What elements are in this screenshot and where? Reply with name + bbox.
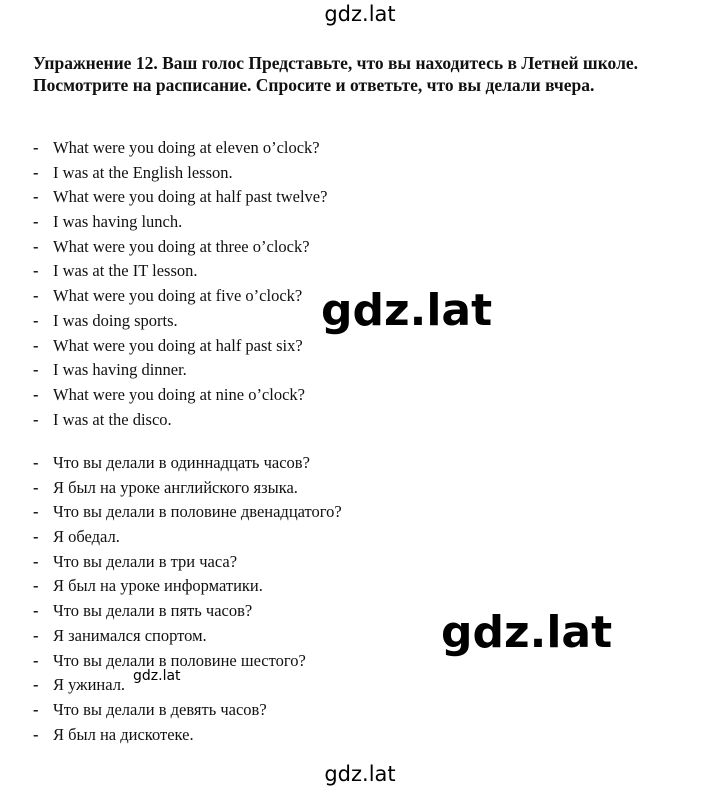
list-item — [33, 309, 327, 334]
list-item — [33, 185, 327, 210]
dash-bullet: - — [33, 724, 39, 744]
dialogue-line: What were you doing at eleven o’clock? — [53, 138, 320, 157]
watermark-middle-2: gdz.lat — [441, 607, 613, 658]
watermark-small: gdz.lat — [133, 668, 181, 684]
list-item — [33, 624, 342, 649]
list-item — [33, 161, 327, 186]
dialogue-line: Я был на уроке информатики. — [53, 576, 263, 596]
list-item — [33, 284, 327, 309]
dash-bullet: - — [33, 162, 39, 182]
list-item — [33, 408, 327, 433]
list-item — [33, 525, 342, 550]
dialogue-line: Что вы делали в половине двенадцатого? — [53, 502, 342, 522]
dash-bullet: - — [33, 699, 39, 719]
dash-bullet: - — [33, 236, 39, 256]
dialogue-line: What were you doing at three o’clock? — [53, 236, 310, 256]
dialogue-line: Я был на дискотеке. — [53, 724, 194, 744]
dash-bullet: - — [33, 576, 39, 596]
dash-bullet: - — [33, 384, 39, 404]
list-item — [33, 649, 342, 674]
list-item — [33, 358, 327, 383]
dialogue-line: I was having lunch. — [53, 212, 183, 232]
list-item — [33, 136, 327, 161]
dash-bullet: - — [33, 527, 39, 547]
dialogue-line: What were you doing at half past six? — [53, 335, 303, 355]
dash-bullet: - — [33, 335, 39, 355]
dialogue-line: Что вы делали в половине шестого? — [53, 650, 306, 670]
dialogue-line: Я обедал. — [53, 527, 120, 547]
english-dialogue-list — [33, 136, 327, 432]
list-item — [33, 723, 342, 748]
dash-bullet: - — [33, 409, 39, 429]
dash-bullet: - — [33, 453, 39, 472]
dash-bullet: - — [33, 625, 39, 645]
dash-bullet: - — [33, 310, 39, 330]
watermark-middle-1: gdz.lat — [321, 285, 493, 336]
dialogue-line: I was at the disco. — [53, 409, 172, 429]
list-item — [33, 550, 342, 575]
dash-bullet: - — [33, 286, 39, 306]
dash-bullet: - — [33, 502, 39, 522]
dialogue-line: What were you doing at nine o’clock? — [53, 384, 305, 404]
list-item — [33, 334, 327, 359]
dialogue-line: Что вы делали в одиннадцать часов? — [53, 453, 310, 472]
list-item — [33, 210, 327, 235]
dialogue-line: I was having dinner. — [53, 360, 187, 380]
list-item — [33, 673, 342, 698]
list-item — [33, 235, 327, 260]
watermark-top: gdz.lat — [324, 2, 396, 26]
dash-bullet: - — [33, 138, 39, 157]
dialogue-line: Я занимался спортом. — [53, 625, 207, 645]
dialogue-line: I was at the English lesson. — [53, 162, 233, 182]
list-item — [33, 451, 342, 476]
dialogue-line: Что вы делали в три часа? — [53, 551, 238, 571]
list-item — [33, 599, 342, 624]
list-item — [33, 574, 342, 599]
russian-dialogue-list — [33, 451, 342, 747]
dash-bullet: - — [33, 551, 39, 571]
dash-bullet: - — [33, 675, 39, 695]
dialogue-line: What were you doing at five o’clock? — [53, 286, 303, 306]
list-item — [33, 698, 342, 723]
dash-bullet: - — [33, 360, 39, 380]
dialogue-line: Я был на уроке английского языка. — [53, 477, 298, 497]
list-item — [33, 259, 327, 284]
dialogue-line: I was doing sports. — [53, 310, 178, 330]
dialogue-line: Что вы делали в девять часов? — [53, 699, 267, 719]
watermark-bottom: gdz.lat — [324, 762, 396, 786]
dash-bullet: - — [33, 477, 39, 497]
dash-bullet: - — [33, 261, 39, 281]
exercise-heading: Упражнение 12. Ваш голос Представьте, что вы находитесь в Летней школе. Посмотрите на расписание. Спросите и ответьте, что вы делали вчера. — [33, 53, 639, 95]
dialogue-line: I was at the IT lesson. — [53, 261, 198, 281]
dash-bullet: - — [33, 212, 39, 232]
list-item — [33, 383, 327, 408]
dialogue-line: Я ужинал. — [53, 675, 126, 695]
dash-bullet: - — [33, 187, 39, 207]
dialogue-line: Что вы делали в пять часов? — [53, 601, 253, 621]
list-item — [33, 500, 342, 525]
dash-bullet: - — [33, 601, 39, 621]
dash-bullet: - — [33, 650, 39, 670]
list-item — [33, 476, 342, 501]
dialogue-line: What were you doing at half past twelve? — [53, 187, 328, 207]
